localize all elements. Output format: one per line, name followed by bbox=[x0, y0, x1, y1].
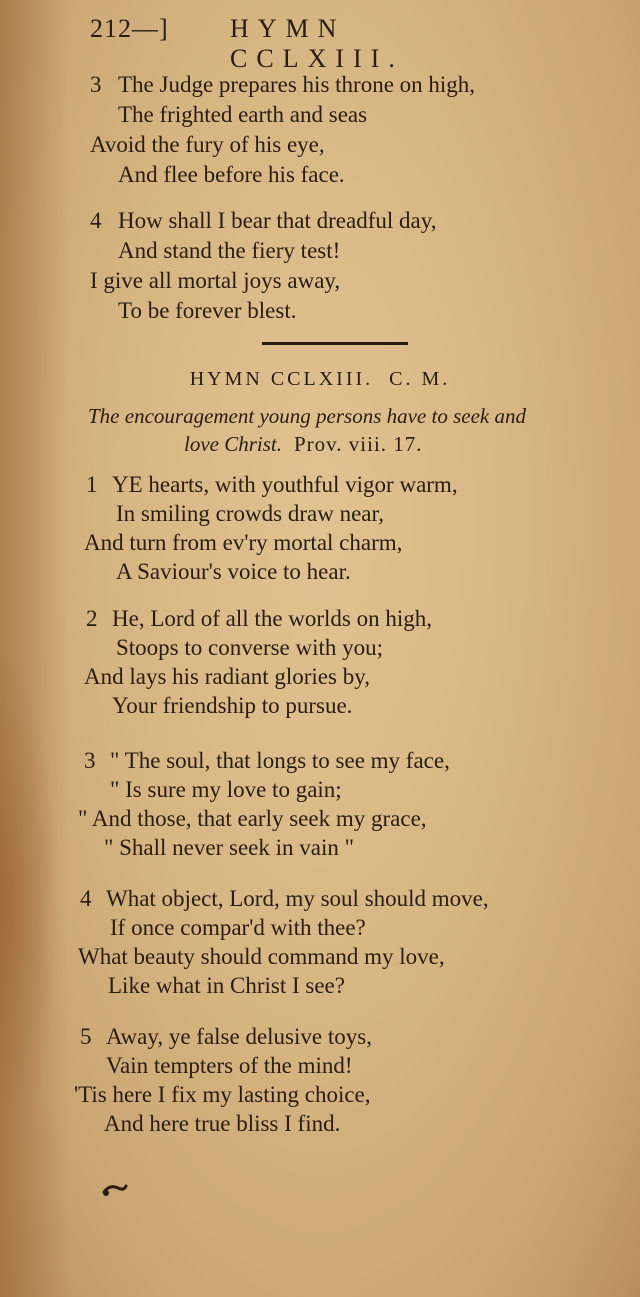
verse-line: And turn from ev'ry mortal charm, bbox=[84, 530, 403, 555]
verse-number: 4 bbox=[90, 208, 102, 233]
verse-line: The Judge prepares his throne on high, bbox=[118, 72, 476, 97]
verse-line: He, Lord of all the worlds on high, bbox=[112, 606, 433, 631]
hymn-heading bbox=[0, 368, 640, 391]
printers-mark-icon bbox=[100, 1180, 128, 1200]
verse-line: If once compar'd with thee? bbox=[110, 915, 366, 940]
verse-line: How shall I bear that dreadful day, bbox=[118, 208, 437, 233]
verse-line: A Saviour's voice to hear. bbox=[116, 559, 351, 584]
verse-line: " The soul, that longs to see my face, bbox=[110, 748, 450, 773]
verse-line: " Is sure my love to gain; bbox=[110, 777, 342, 802]
running-head-title: HYMN CCLXIII. bbox=[230, 14, 404, 73]
subtitle-line-2 bbox=[184, 430, 423, 458]
verse-line: Your friendship to pursue. bbox=[112, 693, 353, 718]
verse-number: 5 bbox=[80, 1024, 92, 1049]
verse-line: " Shall never seek in vain " bbox=[104, 835, 354, 860]
verse-line: 'Tis here I fix my lasting choice, bbox=[74, 1082, 371, 1107]
section-divider bbox=[262, 342, 408, 345]
verse-line: The frighted earth and seas bbox=[118, 102, 368, 127]
verse-line: And here true bliss I find. bbox=[104, 1111, 341, 1136]
verse-number: 1 bbox=[86, 472, 98, 497]
verse-number: 2 bbox=[86, 606, 98, 631]
verse-line: To be forever blest. bbox=[118, 298, 297, 323]
verse-number: 4 bbox=[80, 886, 92, 911]
verse-number: 3 bbox=[90, 72, 102, 97]
hymn-meter: C. M. bbox=[389, 368, 451, 390]
scripture-reference: Prov. viii. 17. bbox=[294, 432, 423, 456]
verse-line: What beauty should command my love, bbox=[78, 944, 445, 969]
verse-number: 3 bbox=[84, 748, 96, 773]
verse-line: " And those, that early seek my grace, bbox=[78, 806, 427, 831]
verse-line: And flee before his face. bbox=[118, 162, 345, 187]
verse-line: What object, Lord, my soul should move, bbox=[106, 886, 489, 911]
verse-line: And stand the fiery test! bbox=[118, 238, 341, 263]
page-stain bbox=[0, 640, 60, 1160]
running-head bbox=[90, 14, 520, 73]
verse-line: Away, ye false delusive toys, bbox=[106, 1024, 372, 1049]
verse-line: I give all mortal joys away, bbox=[90, 268, 341, 293]
page-number: 212—] bbox=[90, 14, 169, 43]
verse-line: Vain tempters of the mind! bbox=[106, 1053, 353, 1078]
subtitle-line: The encouragement young persons have to seek and bbox=[88, 404, 526, 428]
verse-line: Stoops to converse with you; bbox=[116, 635, 384, 660]
verse-line: Like what in Christ I see? bbox=[108, 973, 345, 998]
printers-mark-icon bbox=[100, 1180, 128, 1206]
verse-line: Avoid the fury of his eye, bbox=[90, 132, 325, 157]
verse-line: In smiling crowds draw near, bbox=[116, 501, 384, 526]
verse-line: YE hearts, with youthful vigor warm, bbox=[112, 472, 458, 497]
subtitle-text: love Christ. bbox=[184, 432, 282, 456]
hymn-title: HYMN CCLXIII. bbox=[189, 368, 374, 390]
verse-line: And lays his radiant glories by, bbox=[84, 664, 370, 689]
